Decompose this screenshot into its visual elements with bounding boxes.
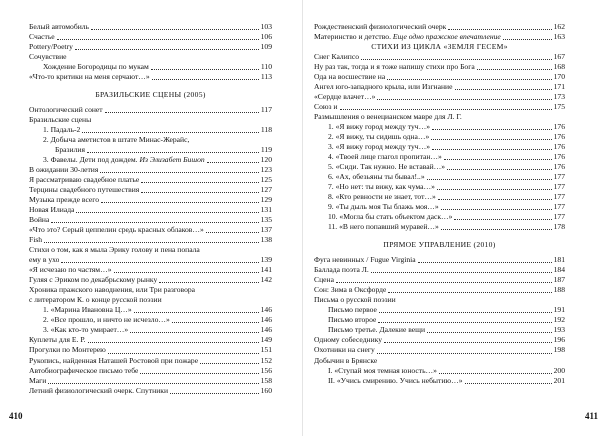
toc-entry (29, 32, 272, 42)
toc-entry (29, 62, 272, 72)
toc-page-number: 176 (553, 162, 565, 172)
toc-entry (314, 335, 565, 345)
toc-entry-title: Письма о русской поэзии (314, 295, 396, 305)
toc-entry-title: Хроника пражского наводнения, или Три разговора (29, 285, 196, 295)
toc-entry-title: Бразилия (55, 145, 85, 155)
toc-section (29, 105, 272, 395)
toc-entry (29, 215, 272, 225)
dot-leader (207, 162, 259, 163)
toc-entry-title: Фуга невинных / Fugue Virginia (314, 255, 416, 265)
dot-leader (377, 99, 551, 100)
toc-section (314, 22, 565, 42)
toc-page-number: 118 (260, 125, 272, 135)
toc-section (314, 52, 565, 232)
dot-leader (88, 342, 259, 343)
toc-entry-title: Союз и (314, 102, 338, 112)
toc-entry-title: Охотники на снегу (314, 345, 375, 355)
toc-page-number: 187 (553, 275, 565, 285)
toc-entry (314, 285, 565, 295)
toc-entry-title: Счастье (29, 32, 55, 42)
dot-leader (159, 282, 258, 283)
toc-page-number: 160 (260, 385, 272, 395)
toc-page-number: 177 (553, 172, 565, 182)
toc-entry-title: Музыка прежде всего (29, 195, 100, 205)
toc-entry-title: Сон: Зима в Оксфорде (314, 285, 387, 295)
toc-entry-title: 2. Добыча аметистов в штате Минас-Жерайс, (43, 135, 190, 145)
dot-leader (151, 69, 259, 70)
toc-entry (29, 305, 272, 315)
dot-leader (51, 222, 258, 223)
section-heading: БРАЗИЛЬСКИЕ СЦЕНЫ (2005) (95, 90, 206, 100)
toc-entry (29, 185, 272, 195)
toc-entry (314, 52, 565, 62)
toc-page-number: 158 (260, 375, 272, 385)
toc-entry-title: Pottery/Poetry (29, 42, 73, 52)
page-number: 410 (9, 411, 23, 421)
toc-page-number: 162 (553, 22, 565, 31)
toc-page-number: 109 (260, 42, 272, 52)
toc-entry-title: Сцена (314, 275, 334, 285)
toc-entry-title: Бразильские сцены (29, 115, 92, 125)
toc-entry-title: 1. «Я вижу город между туч…» (328, 122, 431, 132)
dot-leader (432, 129, 552, 130)
toc-entry-title: Письмо первое (328, 305, 377, 315)
toc-page-number: 170 (553, 72, 565, 82)
toc-page-number: 200 (553, 365, 565, 375)
book-gutter (302, 0, 303, 436)
toc-page-number: 168 (553, 62, 565, 72)
dot-leader (75, 49, 259, 50)
toc-page-number: 156 (260, 365, 272, 375)
dot-leader (439, 373, 552, 374)
toc-entry-title: Письмо третье. Далекие вещи (328, 325, 426, 335)
dot-leader (377, 353, 552, 354)
toc-entry (29, 205, 272, 215)
dot-leader (152, 79, 259, 80)
toc-entry (314, 376, 565, 386)
toc-section (314, 255, 565, 385)
toc-entry-title: «Сердце влачет…» (314, 92, 376, 102)
page-number: 411 (585, 411, 599, 421)
toc-page-number: 193 (553, 325, 565, 335)
toc-entry-title: ему в ухо (29, 255, 60, 265)
toc-entry (314, 162, 565, 172)
toc-page-number: 196 (553, 335, 565, 345)
toc-entry-title: Ода на восшествие на (314, 72, 386, 82)
toc-entry-title: Снег Калипсо (314, 52, 359, 62)
dot-leader (503, 39, 552, 40)
toc-entry (314, 102, 565, 112)
dot-leader (340, 109, 552, 110)
dot-leader (361, 59, 552, 60)
dot-leader (477, 69, 552, 70)
toc-entry-title: 2. «Все прошло, и ничто не исчезло…» (43, 315, 170, 325)
toc-entry (314, 366, 565, 376)
toc-entry (314, 255, 565, 265)
toc-entry-title: 7. «Но нет: ты вижу, как чума…» (328, 182, 435, 192)
toc-entry (314, 112, 565, 122)
toc-entry (29, 335, 272, 345)
toc-page-number: 117 (260, 105, 272, 115)
dot-leader (200, 363, 259, 364)
toc-entry (314, 32, 565, 42)
toc-page-number: 176 (553, 122, 565, 132)
toc-entry (314, 62, 565, 72)
toc-entry (29, 366, 272, 376)
toc-page-number: 192 (553, 315, 565, 325)
toc-entry (314, 202, 565, 212)
toc-entry-title: Гуляя с Эриком по декабрьскому рынку (29, 275, 158, 285)
dot-leader (108, 353, 259, 354)
toc-entry (314, 82, 565, 92)
dot-leader (431, 139, 551, 140)
dot-leader (427, 179, 552, 180)
dot-leader (336, 282, 552, 283)
toc-entry-title: 5. «Сиди. Так нужно. Не вставай…» (328, 162, 446, 172)
toc-entry (29, 376, 272, 386)
toc-page-number: 173 (553, 92, 565, 102)
toc-entry-title: «Что-то критики на меня серчают…» (29, 72, 150, 82)
toc-entry-title: Рождественский физиологический очерк (314, 22, 447, 31)
toc-page-number: 201 (553, 375, 565, 385)
toc-entry-title: Онтологический сонет (29, 105, 103, 115)
toc-page-number: 198 (553, 345, 565, 355)
toc-entry-title: 1. «Марина Ивановна Ц…» (43, 305, 132, 315)
toc-entry-title: Я рассматриваю свадебное платье (29, 175, 140, 185)
toc-page-number: 175 (553, 102, 565, 112)
toc-page-number: 149 (260, 335, 272, 345)
dot-leader (130, 332, 258, 333)
toc-entry (314, 212, 565, 222)
toc-entry (29, 386, 272, 396)
toc-page-number: 177 (553, 192, 565, 202)
dot-leader (388, 292, 551, 293)
toc-entry (314, 325, 565, 335)
toc-entry (29, 115, 272, 125)
toc-page-number: 181 (553, 255, 565, 265)
dot-leader (437, 189, 552, 190)
toc-entry-title: Добычин в Брянске (314, 355, 378, 365)
toc-entry-title: Война (29, 215, 50, 225)
toc-page-number: 163 (553, 32, 565, 42)
toc-page-number: 139 (260, 255, 272, 265)
toc-entry (29, 295, 272, 305)
toc-entry-title: Ангел юго-западного крыла, или Изгнание (314, 82, 453, 92)
dot-leader (438, 199, 552, 200)
toc-entry (29, 52, 272, 62)
toc-entry (314, 345, 565, 355)
toc-entry-title: Летний физиологический очерк. Спутники (29, 385, 169, 395)
toc-entry-title: 10. «Могла бы стать объектом даск…» (328, 212, 453, 222)
dot-leader (57, 39, 259, 40)
toc-page-number: 138 (260, 235, 272, 245)
dot-leader (378, 322, 551, 323)
toc-entry-subtitle: Из Элизабет Бишоп (139, 155, 205, 165)
dot-leader (432, 149, 552, 150)
toc-entry-title: Куплеты для Е. Р. (29, 335, 86, 345)
toc-page-number: 120 (260, 155, 272, 165)
toc-entry-title: 8. «Кто ревности не знает, тот…» (328, 192, 436, 202)
toc-page-number: 110 (260, 62, 272, 72)
toc-page-number: 176 (553, 132, 565, 142)
dot-leader (384, 342, 552, 343)
toc-page-number: 146 (260, 305, 272, 315)
toc-entry-title: «Я исчезаю по частям…» (29, 265, 112, 275)
dot-leader (172, 322, 259, 323)
toc-entry (29, 275, 272, 285)
toc-entry-title: Прогулки по Монтерею (29, 345, 106, 355)
toc-entry-title: Новая Илиада (29, 205, 75, 215)
toc-entry-title: Размышления о венецианском мавре для Л. Г. (314, 112, 462, 122)
toc-entry (29, 235, 272, 245)
dot-leader (454, 219, 551, 220)
dot-leader (379, 312, 552, 313)
toc-entry-title: «Что это? Серый цеппелин средь красных облаков…» (29, 225, 204, 235)
toc-entry (314, 275, 565, 285)
dot-leader (444, 159, 552, 160)
toc-page-number: 177 (553, 202, 565, 212)
toc-page-number: 127 (260, 185, 272, 195)
dot-leader (441, 229, 552, 230)
toc-entry (29, 245, 272, 255)
toc-page-number: 177 (553, 182, 565, 192)
toc-entry (314, 305, 565, 315)
dot-leader (76, 212, 258, 213)
toc-entry-title: Рукопись, найденная Наташей Ростовой при пожаре (29, 355, 199, 365)
toc-page-number: 106 (260, 32, 272, 42)
toc-entry-title: 2. «Я вижу, ты сидишь одна…» (328, 132, 430, 142)
toc-entry-title: 3. Фавелы. Дети под дождем. Из Элизабет Бишоп (43, 155, 205, 165)
dot-leader (82, 132, 259, 133)
toc-entry-title: Письмо второе (328, 315, 377, 325)
toc-entry-title: Стихи о том, как я мыла Эрику голову и пена попала (29, 245, 200, 255)
dot-leader (91, 29, 259, 30)
toc-entry (29, 265, 272, 275)
toc-page-number: 103 (260, 22, 272, 31)
toc-page-number: 142 (260, 275, 272, 285)
dot-leader (448, 29, 551, 30)
toc-entry-title: с литератором К. о конце русской поэзии (29, 295, 162, 305)
toc-entry (314, 22, 565, 32)
dot-leader (101, 202, 259, 203)
dot-leader (387, 79, 551, 80)
toc-entry (29, 225, 272, 235)
toc-entry (314, 172, 565, 182)
dot-leader (140, 373, 258, 374)
dot-leader (114, 272, 259, 273)
toc-section (29, 22, 272, 82)
toc-entry (314, 222, 565, 232)
toc-page-number: 178 (553, 222, 565, 232)
section-heading: ПРЯМОЕ УПРАВЛЕНИЕ (2010) (383, 240, 496, 250)
toc-entry (29, 255, 272, 265)
toc-entry (29, 315, 272, 325)
toc-entry-title: Белый автомобиль (29, 22, 90, 31)
toc-page-number: 146 (260, 315, 272, 325)
toc-entry (314, 356, 565, 366)
toc-entry-title: 6. «Ах, обезьяны ты бывал!..» (328, 172, 425, 182)
dot-leader (441, 209, 552, 210)
toc-entry (29, 155, 272, 165)
toc-page-number: 151 (260, 345, 272, 355)
toc-entry-title: Ну раз так, тогда и я тоже напишу стихи про Бога (314, 62, 475, 72)
toc-page-number: 176 (553, 142, 565, 152)
dot-leader (134, 312, 259, 313)
dot-leader (418, 262, 552, 263)
dot-leader (87, 152, 259, 153)
toc-entry-title: Хождение Богородицы по мукам (43, 62, 149, 72)
toc-entry (29, 135, 272, 145)
toc-entry (314, 132, 565, 142)
cycle-heading: СТИХИ ИЗ ЦИКЛА «ЗЕМЛЯ ГЕСЕМ» (371, 42, 508, 52)
dot-leader (455, 89, 552, 90)
toc-page-number: 171 (553, 82, 565, 92)
dot-leader (447, 169, 552, 170)
toc-entry (29, 195, 272, 205)
toc-entry-title: Терцины свадебного путешествия (29, 185, 140, 195)
toc-entry (314, 72, 565, 82)
toc-entry-title: Баллада поэта Л. (314, 265, 369, 275)
toc-entry (29, 125, 272, 135)
toc-entry (314, 152, 565, 162)
toc-entry-title: 3. «Как кто-то умирает…» (43, 325, 129, 335)
toc-entry-title: 11. «В него попавший муравей…» (328, 222, 439, 232)
toc-entry-title: II. «Учись смирению. Учись небытию…» (328, 375, 463, 385)
toc-entry-title: 3. «Я вижу город между туч…» (328, 142, 431, 152)
right-page (314, 22, 565, 386)
toc-entry (29, 42, 272, 52)
toc-entry (314, 192, 565, 202)
dot-leader (61, 262, 258, 263)
toc-entry (29, 165, 272, 175)
toc-entry-title: Автобиографическое письмо тебе (29, 365, 139, 375)
toc-entry-title: I. «Ступай моя темная юность…» (328, 365, 437, 375)
toc-page-number: 119 (260, 145, 272, 155)
toc-page-number: 188 (553, 285, 565, 295)
toc-entry-subtitle: Еще одно пражское впечатление (392, 32, 501, 42)
toc-entry (29, 145, 272, 155)
left-page (29, 22, 272, 396)
toc-entry-title: Одному собеседнику (314, 335, 383, 345)
toc-entry (314, 142, 565, 152)
toc-page-number: 191 (553, 305, 565, 315)
toc-entry (314, 92, 565, 102)
toc-entry (29, 105, 272, 115)
toc-page-number: 125 (260, 175, 272, 185)
dot-leader (170, 393, 259, 394)
toc-entry (314, 295, 565, 305)
toc-entry (29, 345, 272, 355)
dot-leader (48, 383, 258, 384)
toc-page-number: 113 (260, 72, 272, 82)
toc-entry-title: В ожидании 30-летия (29, 165, 99, 175)
toc-entry (29, 356, 272, 366)
toc-page-number: 123 (260, 165, 272, 175)
dot-leader (141, 182, 258, 183)
dot-leader (371, 272, 552, 273)
toc-entry-title: Материнство и детство. Еще одно пражское впечатление (314, 32, 501, 42)
dot-leader (427, 332, 552, 333)
toc-entry-title: 9. «Ты дыль моя Ты блажь моя…» (328, 202, 439, 212)
toc-entry (314, 182, 565, 192)
dot-leader (141, 192, 258, 193)
toc-entry-title: Маги (29, 375, 47, 385)
toc-entry-title: 4. «Твоей лице глагол пропитан…» (328, 152, 442, 162)
toc-entry (29, 285, 272, 295)
toc-entry (29, 175, 272, 185)
toc-entry (29, 22, 272, 32)
toc-page-number: 177 (553, 212, 565, 222)
toc-page-number: 184 (553, 265, 565, 275)
toc-entry (314, 122, 565, 132)
dot-leader (206, 232, 259, 233)
toc-entry-title: Fish (29, 235, 43, 245)
toc-page-number: 152 (260, 355, 272, 365)
toc-entry (314, 265, 565, 275)
toc-page-number: 141 (260, 265, 272, 275)
toc-page-number: 131 (260, 205, 272, 215)
toc-page-number: 129 (260, 195, 272, 205)
toc-entry (29, 72, 272, 82)
toc-entry (29, 325, 272, 335)
dot-leader (44, 242, 259, 243)
toc-page-number: 167 (553, 52, 565, 62)
dot-leader (100, 172, 258, 173)
toc-page-number: 176 (553, 152, 565, 162)
toc-entry-title: Сочувствие (29, 52, 67, 62)
toc-page-number: 135 (260, 215, 272, 225)
dot-leader (465, 383, 552, 384)
toc-entry-title: 1. Падаль-2 (43, 125, 81, 135)
toc-page-number: 146 (260, 325, 272, 335)
dot-leader (105, 112, 259, 113)
toc-page-number: 137 (260, 225, 272, 235)
toc-entry (314, 315, 565, 325)
